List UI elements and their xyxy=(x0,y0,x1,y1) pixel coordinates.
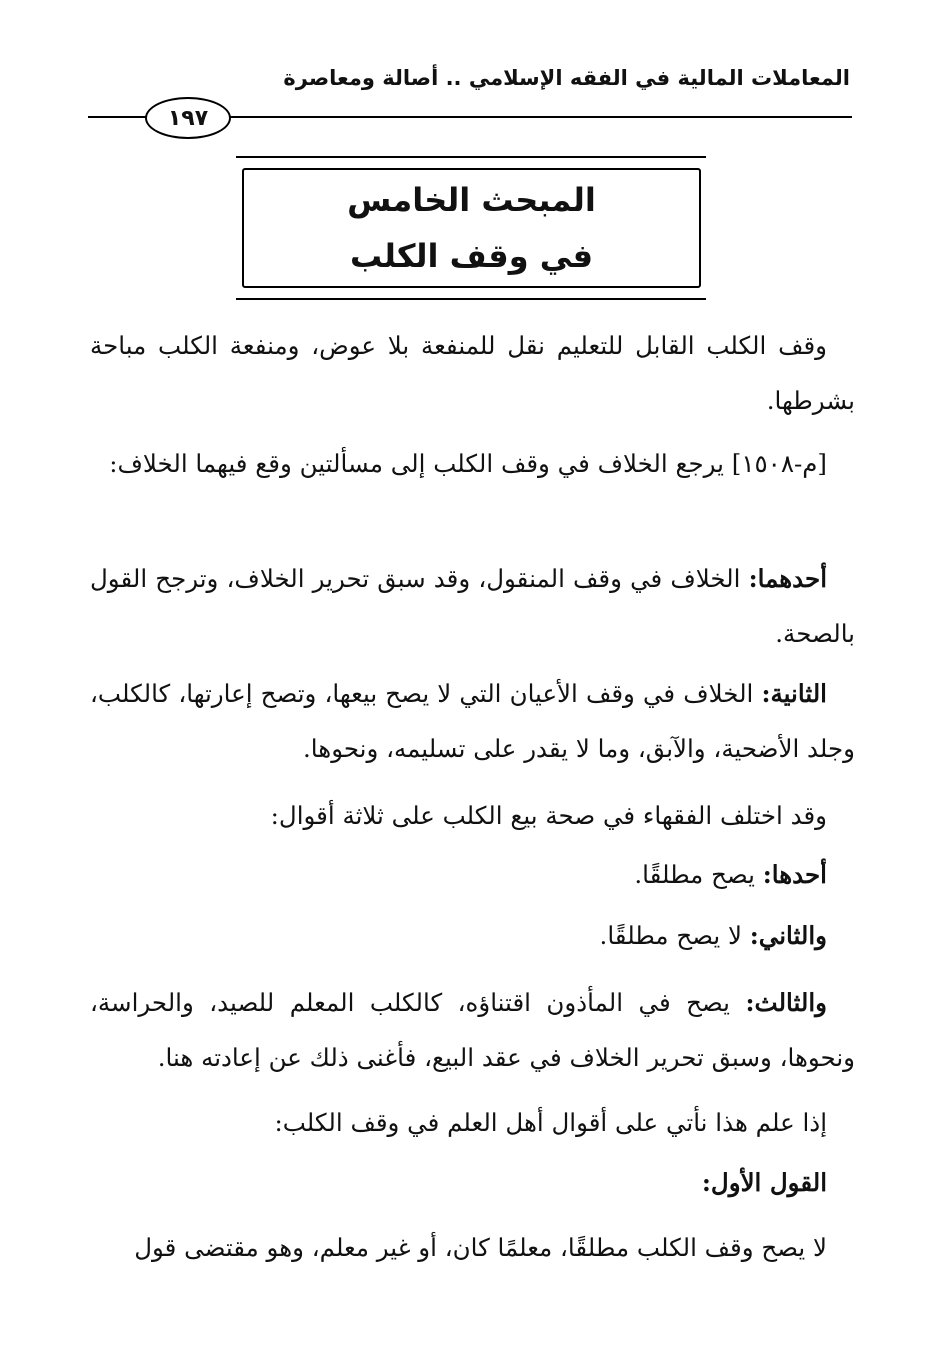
opinion-three xyxy=(90,975,855,1085)
paragraph-first-issue xyxy=(90,551,855,661)
opinion-one xyxy=(90,847,855,902)
paragraph-first-opinion: لا يصح وقف الكلب مطلقًا، معلمًا كان، أو غير معلم، وهو مقتضى قول xyxy=(134,1233,827,1262)
chapter-subtitle: في وقف الكلب xyxy=(349,237,594,275)
second-issue-text: الخلاف في وقف الأعيان التي لا يصح بيعها، وتصح إعارتها، كالكلب، وجلد الأضحية، والآبق، وما لا يقدر على تسليمه، ونحوها. xyxy=(90,679,855,763)
opinion-one-text: يصح مطلقًا. xyxy=(634,860,763,889)
first-issue-text: الخلاف في وقف المنقول، وقد سبق تحرير الخلاف، وترجح القول بالصحة. xyxy=(90,564,855,648)
chapter-title: المبحث الخامس xyxy=(347,181,596,219)
first-issue-label: أحدهما: xyxy=(748,564,827,593)
page-number: ١٩٧ xyxy=(145,97,231,139)
paragraph-second-issue xyxy=(90,666,855,776)
opinion-two-text: لا يصح مطلقًا. xyxy=(599,921,750,950)
second-issue-label: الثانية: xyxy=(761,679,827,708)
paragraph-opinions-intro: وقد اختلف الفقهاء في صحة بيع الكلب على ثلاثة أقوال: xyxy=(270,801,827,830)
chapter-title-box xyxy=(242,168,701,288)
running-header: المعاملات المالية في الفقه الإسلامي .. أصالة ومعاصرة xyxy=(283,66,850,90)
opinion-one-label: أحدها: xyxy=(762,860,827,889)
opinion-two-label: والثاني: xyxy=(749,921,827,950)
opinion-two xyxy=(90,908,855,963)
paragraph-intro: وقف الكلب القابل للتعليم نقل للمنفعة بلا عوض، ومنفعة الكلب مباحة بشرطها. xyxy=(90,331,855,415)
opinion-three-text: يصح في المأذون اقتناؤه، كالكلب المعلم للصيد، والحراسة، ونحوها، وسبق تحرير الخلاف في عقد البيع، فأغنى ذلك عن إعادته هنا. xyxy=(90,988,855,1072)
section-heading-first-opinion: القول الأول: xyxy=(701,1168,827,1197)
paragraph-issue: [م-١٥٠٨] يرجع الخلاف في وقف الكلب إلى مسألتين وقع فيهما الخلاف: xyxy=(109,449,827,478)
paragraph-transition: إذا علم هذا نأتي على أقوال أهل العلم في وقف الكلب: xyxy=(274,1108,827,1137)
opinion-three-label: والثالث: xyxy=(745,988,827,1017)
